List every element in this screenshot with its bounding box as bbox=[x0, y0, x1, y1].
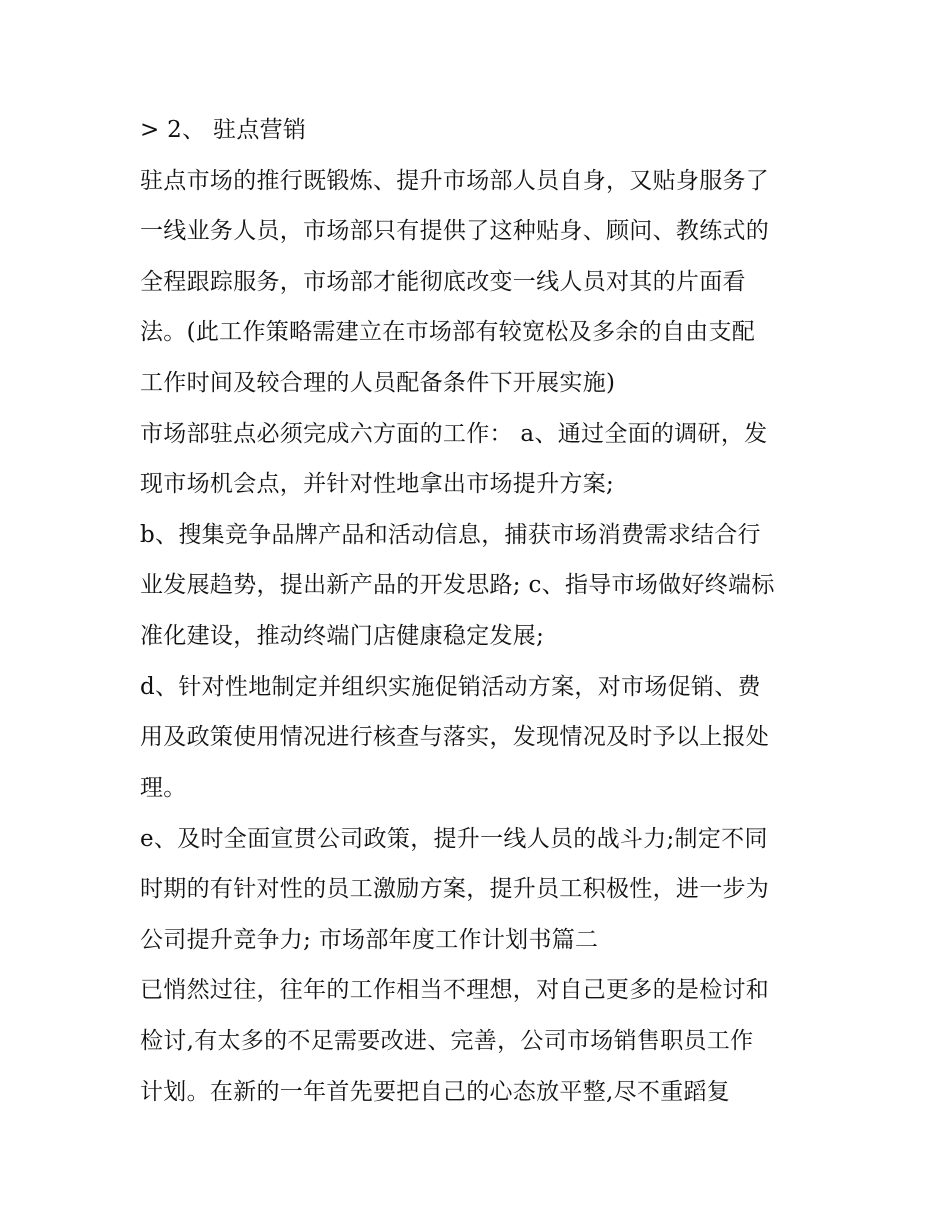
text-line: 工作时间及较合理的人员配备条件下开展实施) bbox=[140, 370, 616, 396]
text-line: 业发展趋势，提出新产品的开发思路; c、指导市场做好终端标 bbox=[140, 572, 775, 598]
text-line: 时期的有针对性的员工激励方案，提升员工积极性，进一步为 bbox=[140, 876, 770, 902]
text-line: b、搜集竞争品牌产品和活动信息，捕获市场消费需求结合行 bbox=[140, 522, 761, 548]
text-line: 一线业务人员，市场部只有提供了这种贴身、顾问、教练式的 bbox=[140, 218, 770, 244]
text-line: 市场部驻点必须完成六方面的工作： a、通过全面的调研，发 bbox=[140, 421, 768, 447]
section-heading: > 2、 驻点营销 bbox=[140, 117, 307, 143]
text-line: 检讨,有太多的不足需要改进、完善，公司市场销售职员工作 bbox=[140, 1028, 754, 1054]
text-line: 理。 bbox=[140, 775, 187, 801]
text-line: 驻点市场的推行既锻炼、提升市场部人员自身，又贴身服务了 bbox=[140, 168, 770, 194]
text-line: 法。(此工作策略需建立在市场部有较宽松及多余的自由支配 bbox=[140, 319, 756, 345]
text-line: 计划。在新的一年首先要把自己的心态放平整,尽不重蹈复 bbox=[140, 1079, 731, 1105]
text-line: 用及政策使用情况进行核查与落实，发现情况及时予以上报处 bbox=[140, 724, 770, 750]
text-line: e、及时全面宣贯公司政策，提升一线人员的战斗力;制定不同 bbox=[140, 826, 768, 852]
text-line: 准化建设，推动终端门店健康稳定发展; bbox=[140, 623, 545, 649]
text-line: 现市场机会点，并针对性地拿出市场提升方案; bbox=[140, 471, 615, 497]
text-line: 已悄然过往，往年的工作相当不理想，对自己更多的是检讨和 bbox=[140, 977, 770, 1003]
text-line: d、针对性地制定并组织实施促销活动方案，对市场促销、费 bbox=[140, 674, 761, 700]
text-line: 公司提升竞争力; 市场部年度工作计划书篇二 bbox=[140, 927, 599, 953]
text-line: 全程跟踪服务，市场部才能彻底改变一线人员对其的片面看 bbox=[140, 269, 746, 295]
